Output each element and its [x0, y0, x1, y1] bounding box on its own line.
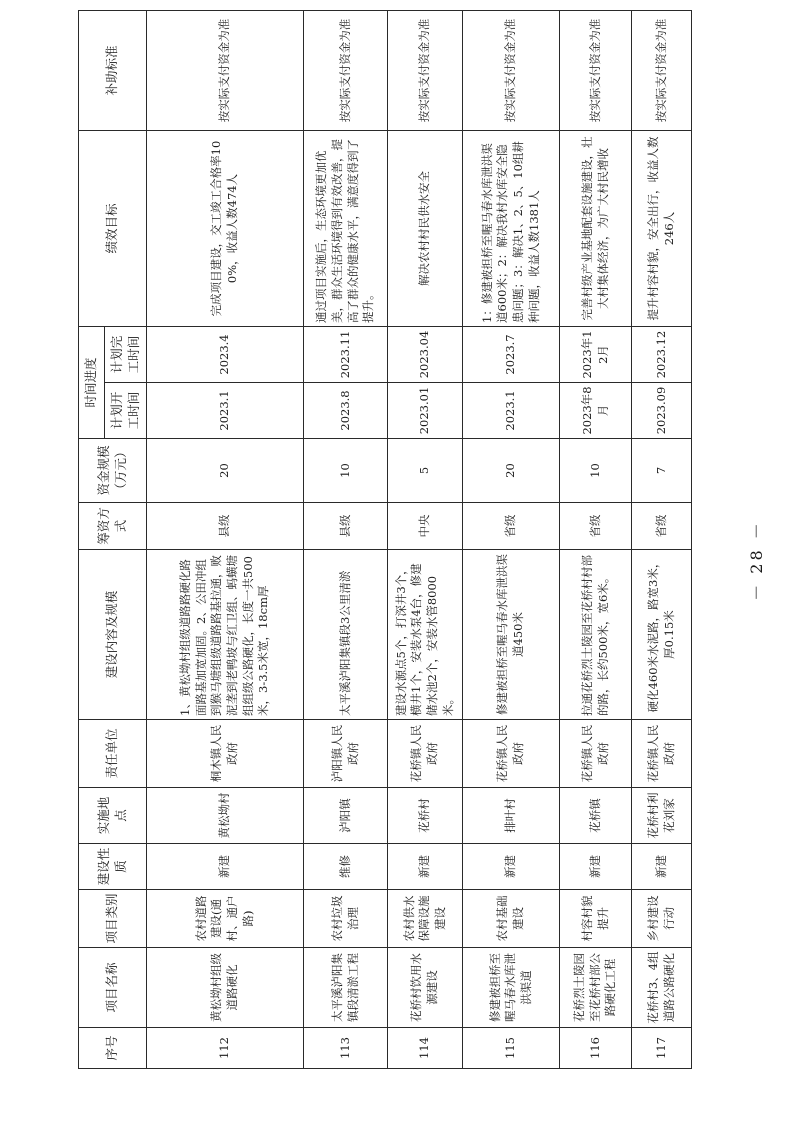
cell-unit: 花桥镇人民政府	[388, 720, 463, 788]
cell-funding-scale: 20	[463, 439, 560, 503]
cell-funding-method: 县级	[147, 503, 304, 550]
cell-content: 修建被担桥至喔马春水库泄洪渠道450米	[463, 550, 560, 720]
cell-content: 1、黄松坳村组级道路路硬化路面路基加宽加固。2、公田冲组到猴马塘组级道路路基拉通，败泥垄到老鸭坡与红卫组、蚂蟥塘组组级公路硬化，长度一共500米，3-3.5米宽，18cm厚	[147, 550, 304, 720]
cell-location: 排叶村	[463, 788, 560, 844]
cell-location: 花桥镇	[560, 788, 632, 844]
header-goal: 绩效目标	[79, 130, 147, 326]
cell-content: 硬化460米水泥路，路宽3米，厚0.15米	[632, 550, 692, 720]
cell-funding-method: 省级	[632, 503, 692, 550]
cell-location: 花桥村利花刘家	[632, 788, 692, 844]
cell-location: 花桥村	[388, 788, 463, 844]
page-number: － 28 －	[747, 520, 766, 601]
cell-unit: 花桥镇人民政府	[463, 720, 560, 788]
cell-nature: 新建	[388, 844, 463, 890]
cell-goal: 完成项目建设，交工竣工合格率100%，收益人数474人	[147, 130, 304, 326]
cell-end: 2023.11	[304, 326, 388, 382]
header-unit: 责任单位	[79, 720, 147, 788]
header-funding-scale: 资金规模（万元）	[79, 439, 147, 503]
cell-standard: 按实际支付资金为准	[304, 10, 388, 130]
cell-start: 2023.01	[388, 383, 463, 439]
cell-category: 乡村建设行动	[632, 890, 692, 948]
cell-unit: 泸阳镇人民政府	[304, 720, 388, 788]
cell-name: 花桥烈士陵园至花桥村部公路硬化工程	[560, 948, 632, 1028]
cell-seq: 115	[463, 1028, 560, 1069]
cell-end: 2023.4	[147, 326, 304, 382]
cell-funding-method: 中央	[388, 503, 463, 550]
cell-seq: 117	[632, 1028, 692, 1069]
cell-goal: 解决农村村民供水安全	[388, 130, 463, 326]
cell-content: 建设水源点5个，打深井3个，横井1个，安装水泵4台，修建储水池2个，安装水管8000米。	[388, 550, 463, 720]
cell-end: 2023年12月	[560, 326, 632, 382]
header-start: 计划开工时间	[105, 383, 147, 439]
header-category: 项目类别	[79, 890, 147, 948]
header-schedule: 时间进度	[79, 326, 105, 438]
cell-funding-scale: 7	[632, 439, 692, 503]
cell-funding-scale: 10	[304, 439, 388, 503]
cell-start: 2023年8月	[560, 383, 632, 439]
cell-funding-scale: 5	[388, 439, 463, 503]
cell-unit: 桐木镇人民政府	[147, 720, 304, 788]
cell-unit: 花桥镇人民政府	[560, 720, 632, 788]
cell-nature: 新建	[632, 844, 692, 890]
table-row	[463, 10, 560, 1068]
table-row	[632, 10, 692, 1068]
cell-start: 2023.09	[632, 383, 692, 439]
table-row	[147, 10, 304, 1068]
table-row	[304, 10, 388, 1068]
cell-goal: 完善村级产业基地配套设施建设，壮大村集体经济，为广大村民增收	[560, 130, 632, 326]
cell-location: 黄松坳村	[147, 788, 304, 844]
cell-standard: 按实际支付资金为准	[560, 10, 632, 130]
cell-nature: 新建	[147, 844, 304, 890]
cell-nature: 新建	[560, 844, 632, 890]
cell-start: 2023.1	[463, 383, 560, 439]
cell-category: 农村垃圾治理	[304, 890, 388, 948]
cell-funding-method: 县级	[304, 503, 388, 550]
cell-end: 2023.12	[632, 326, 692, 382]
cell-funding-scale: 20	[147, 439, 304, 503]
header-name: 项目名称	[79, 948, 147, 1028]
cell-start: 2023.1	[147, 383, 304, 439]
cell-name: 黄松坳村组级道路硬化	[147, 948, 304, 1028]
cell-standard: 按实际支付资金为准	[388, 10, 463, 130]
header-funding-method: 筹资方式	[79, 503, 147, 550]
cell-seq: 116	[560, 1028, 632, 1069]
cell-seq: 112	[147, 1028, 304, 1069]
cell-location: 泸阳镇	[304, 788, 388, 844]
cell-funding-method: 省级	[463, 503, 560, 550]
cell-content: 拉通花桥烈士陵园至花桥村村部的路，长约500米，宽6米。	[560, 550, 632, 720]
header-end: 计划完工时间	[105, 326, 147, 382]
header-nature: 建设性质	[79, 844, 147, 890]
cell-category: 村容村貌提升	[560, 890, 632, 948]
cell-name: 太平溪泸阳集镇段清淤工程	[304, 948, 388, 1028]
cell-content: 太平溪泸阳集镇段3公里清淤	[304, 550, 388, 720]
cell-funding-method: 省级	[560, 503, 632, 550]
header-content: 建设内容及规模	[79, 550, 147, 720]
cell-end: 2023.7	[463, 326, 560, 382]
cell-name: 花桥村饮用水源建设	[388, 948, 463, 1028]
cell-nature: 新建	[463, 844, 560, 890]
cell-goal: 提升村容村貌，安全出行，收益人数246人	[632, 130, 692, 326]
table-row	[388, 10, 463, 1068]
cell-start: 2023.8	[304, 383, 388, 439]
header-location: 实施地点	[79, 788, 147, 844]
cell-goal: 通过项目实施后，生态环境更加优美，群众生活环境得到有效改善，提高了群众的健康水平，满意度得到了提升。	[304, 130, 388, 326]
cell-standard: 按实际支付资金为准	[147, 10, 304, 130]
cell-goal: 1：修建被担桥至喔马春水库泄洪渠道600米；2：解决我村水库安全隐患问题；3：解决1、2、5、10组耕种问题，收益人数1381人	[463, 130, 560, 326]
cell-name: 修建被担桥至喔马春水库泄洪渠道	[463, 948, 560, 1028]
cell-funding-scale: 10	[560, 439, 632, 503]
cell-seq: 113	[304, 1028, 388, 1069]
header-seq: 序号	[79, 1028, 147, 1069]
cell-seq: 114	[388, 1028, 463, 1069]
cell-end: 2023.04	[388, 326, 463, 382]
cell-standard: 按实际支付资金为准	[463, 10, 560, 130]
cell-standard: 按实际支付资金为准	[632, 10, 692, 130]
table-row	[560, 10, 632, 1068]
cell-nature: 维修	[304, 844, 388, 890]
cell-category: 农村供水保障设施建设	[388, 890, 463, 948]
project-table	[78, 10, 692, 1069]
cell-category: 农村道路建设(通村、通户路)	[147, 890, 304, 948]
cell-unit: 花桥镇人民政府	[632, 720, 692, 788]
header-standard: 补助标准	[79, 10, 147, 130]
cell-category: 农村基础建设	[463, 890, 560, 948]
cell-name: 花桥村3、4组道路公路硬化	[632, 948, 692, 1028]
